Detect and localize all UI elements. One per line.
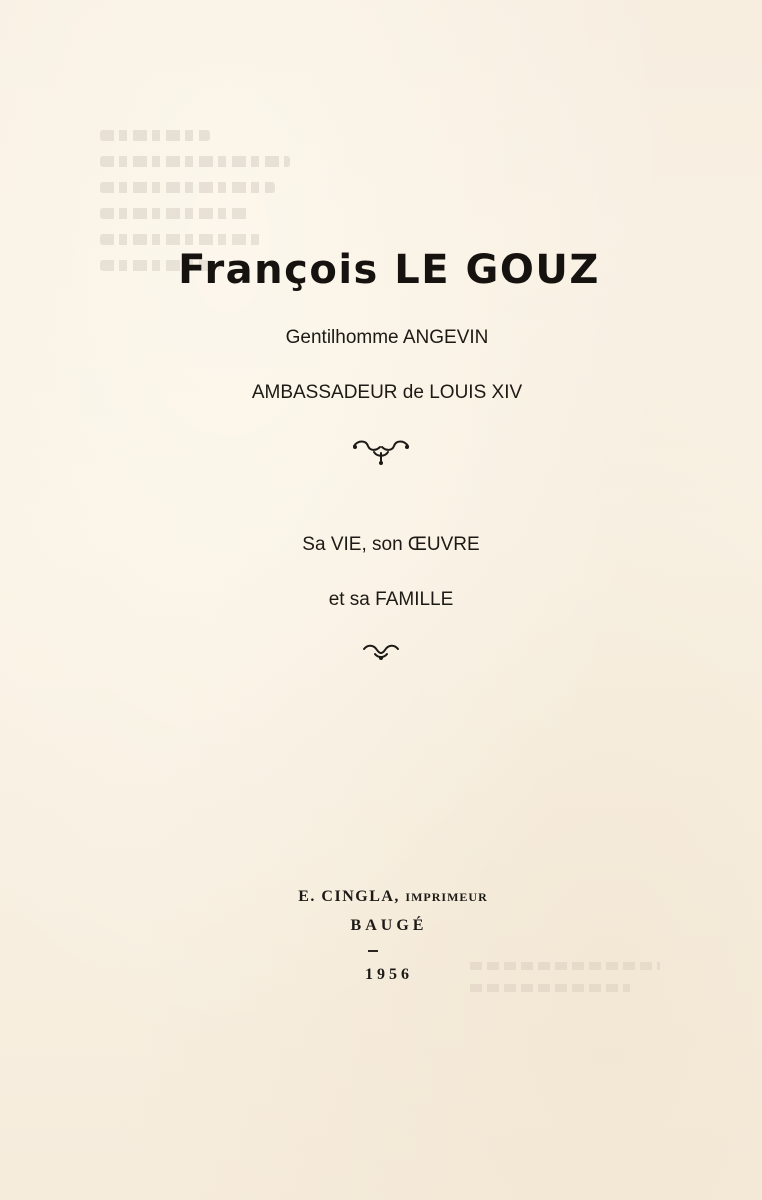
separator-dash xyxy=(368,950,378,952)
fleuron-ornament-bottom xyxy=(0,640,762,662)
printer-name: E. CINGLA, xyxy=(298,888,400,905)
fleuron-ornament-icon xyxy=(350,436,412,466)
subtitle-gentilhomme: Gentilhomme ANGEVIN xyxy=(285,327,489,348)
subtitle-vie-oeuvre: Sa VIE, son ŒUVRE xyxy=(302,534,480,555)
subtitle-ambassadeur: AMBASSADEUR de LOUIS XIV xyxy=(251,382,523,403)
publication-year: 1956 xyxy=(365,966,413,983)
subtitle-famille: et sa FAMILLE xyxy=(328,589,454,610)
printer-line xyxy=(0,888,762,906)
fleuron-ornament-small-icon xyxy=(361,640,401,662)
book-title: François LE GOUZ xyxy=(178,247,600,293)
printer-role: IMPRIMEUR xyxy=(405,890,488,904)
fleuron-ornament-top xyxy=(0,436,762,466)
publication-city: BAUGÉ xyxy=(350,917,428,934)
